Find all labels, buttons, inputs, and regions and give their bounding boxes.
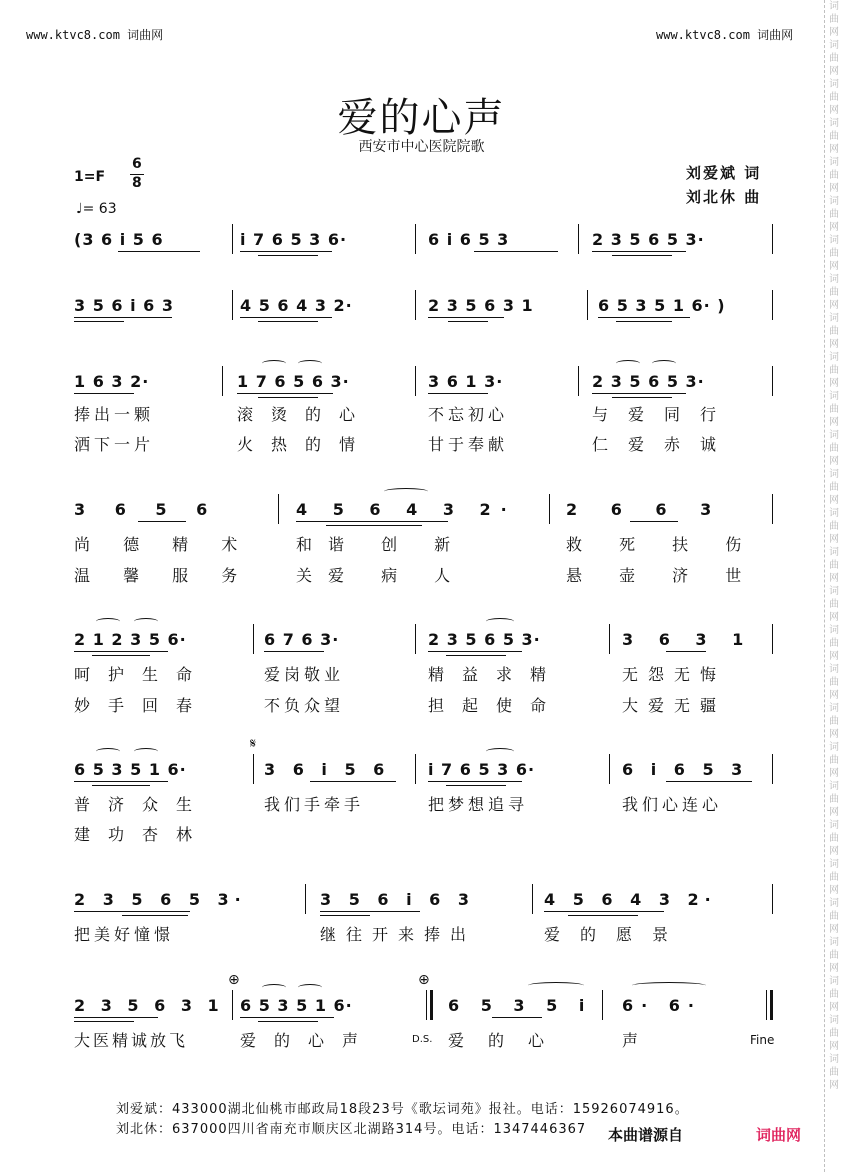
beam — [666, 781, 752, 782]
beam — [320, 915, 370, 916]
tempo-mark: ♩= 63 — [76, 201, 117, 217]
barline — [415, 754, 416, 784]
lyric-verse1: 把美好憧憬 — [74, 925, 175, 944]
barline — [232, 990, 233, 1020]
barline — [232, 290, 233, 320]
beam — [258, 1021, 318, 1022]
key-signature: 1=F — [74, 169, 106, 185]
barline — [532, 884, 533, 914]
beam — [74, 321, 124, 322]
fine-mark: Fine — [750, 1033, 775, 1047]
slur — [632, 982, 706, 989]
beam — [612, 255, 672, 256]
beam — [326, 525, 422, 526]
lyric-verse1: 救 死 扶 伤 — [566, 535, 758, 554]
lyric-verse1: 我们心连心 — [622, 795, 723, 814]
measure-13: 3 6 5 6 — [74, 500, 220, 519]
lyric-verse1: 呵护生命 — [74, 665, 211, 684]
beam — [598, 317, 690, 318]
beam — [612, 397, 672, 398]
measure-22: i 7 6 5 3 6· — [428, 760, 536, 779]
measure-25: 3 5 6 i 6 3 — [320, 890, 475, 909]
slur — [262, 984, 286, 991]
lyric-verse1: 与爱同行 — [592, 405, 737, 424]
barline — [772, 366, 773, 396]
lyric-verse2: 大爱无疆 — [622, 696, 727, 715]
beam — [240, 251, 332, 252]
barline — [305, 884, 306, 914]
barline — [415, 290, 416, 320]
barline — [772, 754, 773, 784]
barline — [222, 366, 223, 396]
measure-4: 2 3 5 6 5 3· — [592, 230, 705, 249]
barline — [578, 366, 579, 396]
slur — [384, 488, 428, 495]
lyric-verse1: 我们手牵手 — [264, 795, 365, 814]
beam — [122, 915, 188, 916]
beam — [258, 321, 318, 322]
measure-5: 3 5 6 i 6 3 — [74, 296, 174, 315]
coda-icon: ⊕ — [228, 972, 240, 988]
slur — [486, 748, 514, 755]
lyric-verse1: 声 — [622, 1031, 643, 1050]
beam — [492, 1017, 542, 1018]
beam — [258, 397, 318, 398]
slur — [652, 360, 676, 367]
measure-10: 1 7 6 5 6 3· — [237, 372, 350, 391]
beam — [74, 1017, 158, 1018]
composer-contact: 刘北休：637000四川省南充市顺庆区北湖路314号。电话：1347446367 — [116, 1122, 587, 1137]
lyric-verse2: 不负众望 — [264, 696, 345, 715]
measure-8: 6 5 3 5 1 6· ) — [598, 296, 726, 315]
beam — [74, 781, 168, 782]
measure-26: 4 5 6 4 3 2· — [544, 890, 717, 909]
lyric-verse1: 爱的心声 — [240, 1031, 377, 1050]
slur — [134, 618, 158, 625]
barline — [253, 754, 254, 784]
beam — [592, 393, 686, 394]
lyric-verse2: 关爱 病 人 — [296, 566, 467, 585]
barline — [772, 884, 773, 914]
measure-17: 6 7 6 3· — [264, 630, 340, 649]
lyric-verse1: 精益求精 — [428, 665, 565, 684]
barline — [609, 754, 610, 784]
lyric-verse1: 捧出一颗 — [74, 405, 155, 424]
beam — [74, 911, 190, 912]
composer-credit: 刘北休 曲 — [686, 188, 762, 206]
lyric-verse1: 把梦想追寻 — [428, 795, 529, 814]
measure-16: 2 1 2 3 5 6· — [74, 630, 187, 649]
measure-7: 2 3 5 6 3 1 — [428, 296, 534, 315]
lyricist-credit: 刘爱斌 词 — [686, 164, 762, 182]
lyric-verse1: 继往开来捧出 — [320, 925, 477, 944]
beam — [138, 521, 186, 522]
beam — [240, 317, 332, 318]
beam — [264, 651, 324, 652]
measure-27: 2 3 5 6 3 1 — [74, 996, 224, 1015]
measure-28: 6 5 3 5 1 6· — [240, 996, 353, 1015]
segno-icon: 𝄋 — [250, 736, 257, 752]
slur — [616, 360, 640, 367]
measure-29: 6 5 3 5 i — [448, 996, 593, 1015]
lyric-verse2: 悬 壶 济 世 — [566, 566, 758, 585]
beam — [616, 321, 672, 322]
measure-23: 6 i 6 5 3 — [622, 760, 749, 779]
beam — [446, 785, 506, 786]
side-watermark: 词 曲 网 词 曲 网 词 曲 网 词 曲 网 词 曲 网 词 曲 网 词 曲 网 词 曲 网 词 曲 网 词 曲 网 词 曲 网 词 曲 网 词 曲 网 词 曲 网 词 曲 网 词 曲 网 词 曲 网 词 曲 网 词 曲 网 词 曲 网 词 曲 网 词 曲 网 词 曲 网 词 曲 网 词 曲 网 词 曲 网 词 曲 网 词 曲 网 — [824, 0, 843, 1172]
lyric-verse2: 火热的情 — [237, 435, 374, 454]
lyric-verse2: 洒下一片 — [74, 435, 155, 454]
beam — [630, 521, 678, 522]
lyric-verse1: 不忘初心 — [428, 405, 509, 424]
barline — [253, 624, 254, 654]
beam — [240, 1017, 334, 1018]
beam — [92, 655, 150, 656]
site-logo[interactable]: 词曲网 — [756, 1126, 802, 1144]
measure-15: 2 6 6 3 — [566, 500, 726, 519]
beam — [568, 915, 638, 916]
lyric-verse1: 爱岗敬业 — [264, 665, 345, 684]
barline — [772, 494, 773, 524]
header-site-right[interactable]: www.ktvc8.com 词曲网 — [656, 28, 794, 42]
beam — [320, 911, 420, 912]
time-signature-bottom: 8 — [132, 175, 142, 191]
barline — [578, 224, 579, 254]
header-site-left[interactable]: www.ktvc8.com 词曲网 — [26, 28, 164, 42]
time-signature-top: 6 — [132, 156, 142, 172]
coda-icon: ⊕ — [418, 972, 430, 988]
barline — [772, 224, 773, 254]
measure-6: 4 5 6 4 3 2· — [240, 296, 353, 315]
measure-30: 6· 6· — [622, 996, 702, 1015]
measure-18: 2 3 5 6 5 3· — [428, 630, 541, 649]
slur — [262, 360, 286, 367]
final-barline — [766, 990, 773, 1020]
lyric-verse2: 甘于奉献 — [428, 435, 509, 454]
barline — [772, 624, 773, 654]
beam — [118, 251, 200, 252]
beam — [428, 317, 504, 318]
lyric-verse1: 普济众生 — [74, 795, 211, 814]
lyric-verse1: 尚 德 精 术 — [74, 535, 252, 554]
barline — [602, 990, 603, 1020]
slur — [96, 618, 120, 625]
slur — [96, 748, 120, 755]
lyric-verse2: 妙手回春 — [74, 696, 211, 715]
barline — [415, 366, 416, 396]
beam — [448, 321, 488, 322]
barline — [415, 624, 416, 654]
slur — [134, 748, 158, 755]
beam — [92, 785, 150, 786]
measure-20: 6 5 3 5 1 6· — [74, 760, 187, 779]
measure-11: 3 6 1 3· — [428, 372, 504, 391]
beam — [296, 521, 448, 522]
barline — [415, 224, 416, 254]
lyricist-contact: 刘爱斌：433000湖北仙桃市邮政局18段23号《歌坛词苑》报社。电话：15926074916。 — [116, 1102, 689, 1117]
barline — [278, 494, 279, 524]
beam — [428, 781, 522, 782]
beam — [258, 255, 318, 256]
barline — [609, 624, 610, 654]
measure-24: 2 3 5 6 5 3· — [74, 890, 247, 909]
dal-segno-mark: D.S. — [412, 1034, 433, 1045]
source-note: 本曲谱源自 — [608, 1126, 684, 1144]
beam — [428, 393, 488, 394]
song-title: 爱的心声 — [337, 95, 506, 141]
lyric-verse1: 大医精诚放飞 — [74, 1031, 189, 1050]
beam — [428, 651, 522, 652]
beam — [74, 393, 134, 394]
lyric-verse1: 爱的愿景 — [544, 925, 689, 944]
measure-14: 4 5 6 4 3 2· — [296, 500, 517, 519]
measure-2: i 7 6 5 3 6· — [240, 230, 348, 249]
measure-1: (3 6 i 5 6 — [74, 230, 164, 249]
beam — [592, 251, 686, 252]
beam — [544, 911, 664, 912]
slur — [298, 984, 322, 991]
measure-19: 3 6 3 1 — [622, 630, 754, 649]
measure-12: 2 3 5 6 5 3· — [592, 372, 705, 391]
song-subtitle: 西安市中心医院院歌 — [358, 139, 485, 155]
measure-3: 6 i 6 5 3 — [428, 230, 510, 249]
lyric-verse1: 无怨无悔 — [622, 665, 727, 684]
lyric-verse1: 和谐 创 新 — [296, 535, 467, 554]
beam — [446, 655, 506, 656]
barline — [587, 290, 588, 320]
beam — [237, 393, 333, 394]
barline — [549, 494, 550, 524]
measure-9: 1 6 3 2· — [74, 372, 150, 391]
beam — [74, 1021, 134, 1022]
measure-21: 3 6 i 5 6 — [264, 760, 391, 779]
lyric-verse1: 爱的心 — [448, 1031, 569, 1050]
final-barline — [426, 990, 433, 1020]
lyric-verse2: 仁爱赤诚 — [592, 435, 737, 454]
slur — [298, 360, 322, 367]
lyric-verse2: 担起使命 — [428, 696, 565, 715]
barline — [232, 224, 233, 254]
barline — [772, 290, 773, 320]
beam — [74, 651, 168, 652]
lyric-verse2: 温 馨 服 务 — [74, 566, 252, 585]
beam — [666, 651, 706, 652]
beam — [474, 251, 558, 252]
beam — [74, 317, 172, 318]
lyric-verse2: 建功杏林 — [74, 825, 211, 844]
slur — [486, 618, 514, 625]
slur — [528, 982, 584, 989]
beam — [310, 781, 396, 782]
lyric-verse1: 滚烫的心 — [237, 405, 374, 424]
